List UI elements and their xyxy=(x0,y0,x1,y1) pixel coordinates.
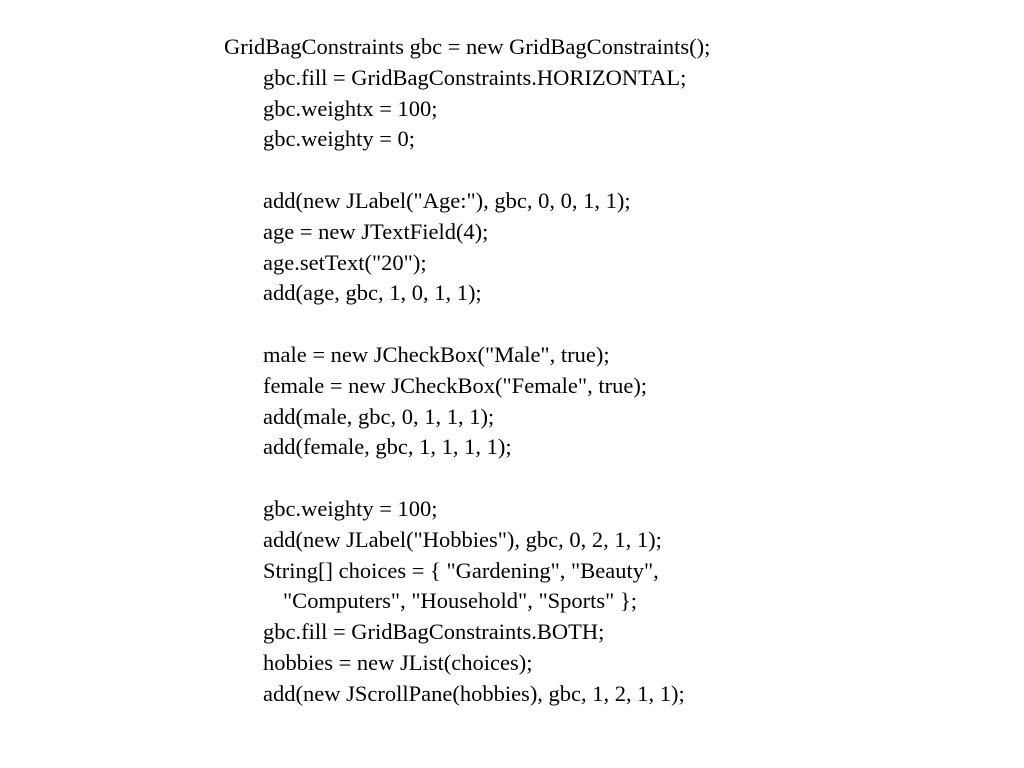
code-line: gbc.weighty = 100; xyxy=(263,495,438,521)
blank-line xyxy=(224,463,1004,494)
code-block xyxy=(224,32,1004,710)
code-line: hobbies = new JList(choices); xyxy=(263,649,533,675)
code-line: add(new JScrollPane(hobbies), gbc, 1, 2, 1, 1); xyxy=(263,680,685,706)
code-line: gbc.fill = GridBagConstraints.BOTH; xyxy=(263,619,605,645)
code-line: String[] choices = { "Gardening", "Beauty", xyxy=(263,557,659,583)
blank-line xyxy=(224,155,1004,186)
code-line: age.setText("20"); xyxy=(263,249,427,275)
code-line: add(age, gbc, 1, 0, 1, 1); xyxy=(263,280,482,306)
code-line: add(male, gbc, 0, 1, 1, 1); xyxy=(263,403,495,429)
code-line: gbc.weighty = 0; xyxy=(263,126,416,152)
code-line: male = new JCheckBox("Male", true); xyxy=(263,341,610,367)
code-line: "Computers", "Household", "Sports" }; xyxy=(283,588,638,614)
code-line: add(female, gbc, 1, 1, 1, 1); xyxy=(263,434,512,460)
code-line: add(new JLabel("Age:"), gbc, 0, 0, 1, 1); xyxy=(263,187,631,213)
code-line: gbc.weightx = 100; xyxy=(263,95,438,121)
code-line: gbc.fill = GridBagConstraints.HORIZONTAL; xyxy=(263,64,687,90)
code-line: female = new JCheckBox("Female", true); xyxy=(263,372,648,398)
code-line: age = new JTextField(4); xyxy=(263,218,489,244)
blank-line xyxy=(224,309,1004,340)
code-line: add(new JLabel("Hobbies"), gbc, 0, 2, 1, 1); xyxy=(263,526,662,552)
code-line: GridBagConstraints gbc = new GridBagConstraints(); xyxy=(224,34,711,59)
